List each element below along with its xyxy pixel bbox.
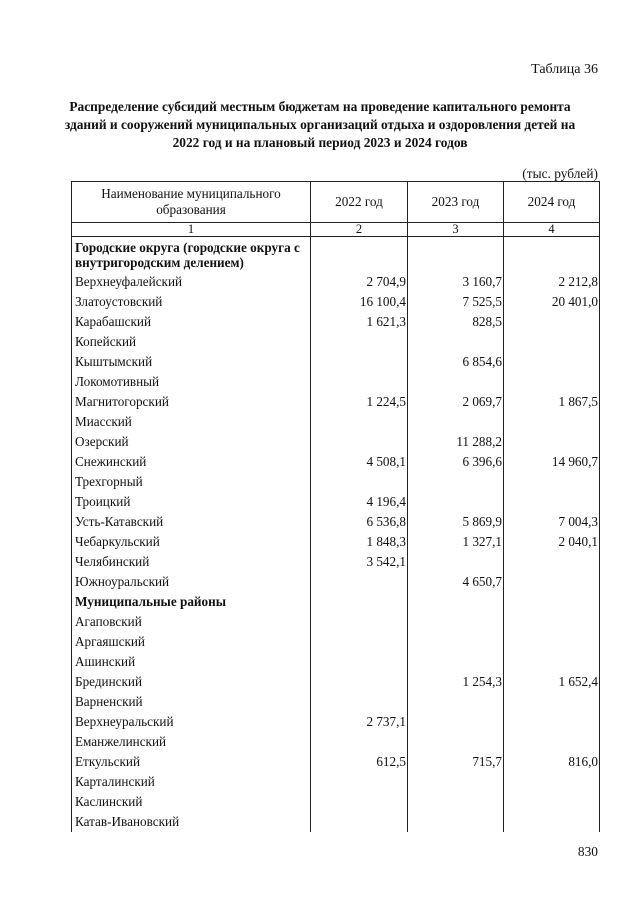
table-row <box>72 512 600 532</box>
table-number: Таблица 36 <box>531 62 598 77</box>
table-row <box>72 732 600 752</box>
value-2024 <box>504 312 600 332</box>
value-2024: 816,0 <box>504 752 600 772</box>
value-2023: 828,5 <box>408 312 504 332</box>
municipality-name: Агаповский <box>72 612 311 632</box>
page-number: 830 <box>577 844 598 859</box>
value-2023 <box>408 612 504 632</box>
value-2023 <box>408 772 504 792</box>
municipality-name: Златоустовский <box>72 292 311 312</box>
value-2024 <box>504 492 600 512</box>
value-2023: 6 396,6 <box>408 452 504 472</box>
municipality-name: Аргаяшский <box>72 632 311 652</box>
value-2023 <box>408 552 504 572</box>
value-2024 <box>504 472 600 492</box>
value-2022 <box>311 792 408 812</box>
column-number: 3 <box>408 223 504 237</box>
value-2022 <box>311 632 408 652</box>
value-2022: 1 224,5 <box>311 392 408 412</box>
value-2024 <box>504 792 600 812</box>
municipality-name: Магнитогорский <box>72 392 311 412</box>
value-2022 <box>311 672 408 692</box>
table-row <box>72 352 600 372</box>
value-2022 <box>311 372 408 392</box>
value-2024 <box>504 412 600 432</box>
column-header-2023: 2023 год <box>408 182 504 223</box>
value-2024 <box>504 692 600 712</box>
value-2022 <box>311 237 408 273</box>
value-2024 <box>504 632 600 652</box>
table-row <box>72 372 600 392</box>
municipality-name: Еткульский <box>72 752 311 772</box>
value-2024: 2 040,1 <box>504 532 600 552</box>
value-2023 <box>408 472 504 492</box>
value-2023: 1 327,1 <box>408 532 504 552</box>
table-row <box>72 332 600 352</box>
value-2023 <box>408 332 504 352</box>
value-2023 <box>408 792 504 812</box>
value-2023 <box>408 812 504 832</box>
subsidy-table <box>71 181 600 832</box>
value-2023 <box>408 692 504 712</box>
value-2024 <box>504 712 600 732</box>
value-2022 <box>311 432 408 452</box>
column-number-row <box>72 223 600 237</box>
value-2022 <box>311 612 408 632</box>
municipality-name: Чебаркульский <box>72 532 311 552</box>
value-2022 <box>311 812 408 832</box>
column-number: 1 <box>72 223 311 237</box>
table-row <box>72 612 600 632</box>
value-2023: 715,7 <box>408 752 504 772</box>
value-2022 <box>311 692 408 712</box>
municipality-name: Снежинский <box>72 452 311 472</box>
value-2022: 3 542,1 <box>311 552 408 572</box>
value-2024 <box>504 432 600 452</box>
value-2023 <box>408 712 504 732</box>
municipality-name: Муниципальные районы <box>72 592 311 612</box>
value-2024: 14 960,7 <box>504 452 600 472</box>
value-2024 <box>504 372 600 392</box>
municipality-name: Еманжелинский <box>72 732 311 752</box>
table-row <box>72 692 600 712</box>
column-header-2024: 2024 год <box>504 182 600 223</box>
value-2024: 1 652,4 <box>504 672 600 692</box>
value-2022: 16 100,4 <box>311 292 408 312</box>
value-2024 <box>504 772 600 792</box>
value-2022 <box>311 572 408 592</box>
table-row <box>72 652 600 672</box>
municipality-name: Брединский <box>72 672 311 692</box>
table-row <box>72 412 600 432</box>
column-header-name: Наименование муниципального образования <box>72 182 311 223</box>
municipality-name: Усть-Катавский <box>72 512 311 532</box>
value-2023: 11 288,2 <box>408 432 504 452</box>
value-2022: 4 196,4 <box>311 492 408 512</box>
value-2022 <box>311 412 408 432</box>
municipality-name: Каслинский <box>72 792 311 812</box>
value-2023 <box>408 372 504 392</box>
value-2024 <box>504 652 600 672</box>
municipality-name: Городские округа (городские округа с внутригородским делением) <box>72 237 311 273</box>
value-2023: 1 254,3 <box>408 672 504 692</box>
table-row <box>72 452 600 472</box>
municipality-name: Карабашский <box>72 312 311 332</box>
column-header-2022: 2022 год <box>311 182 408 223</box>
value-2023 <box>408 412 504 432</box>
value-2024 <box>504 592 600 612</box>
municipality-name: Локомотивный <box>72 372 311 392</box>
table-row <box>72 812 600 832</box>
value-2023 <box>408 632 504 652</box>
value-2024 <box>504 332 600 352</box>
table-row <box>72 492 600 512</box>
value-2024 <box>504 812 600 832</box>
table-row <box>72 572 600 592</box>
municipality-name: Челябинский <box>72 552 311 572</box>
table-row <box>72 432 600 452</box>
value-2022 <box>311 772 408 792</box>
value-2024 <box>504 552 600 572</box>
table-row <box>72 292 600 312</box>
value-2023 <box>408 237 504 273</box>
municipality-name: Трехгорный <box>72 472 311 492</box>
units-note: (тыс. рублей) <box>522 166 598 181</box>
municipality-name: Копейский <box>72 332 311 352</box>
value-2023: 2 069,7 <box>408 392 504 412</box>
table-row <box>72 632 600 652</box>
value-2022 <box>311 652 408 672</box>
table-row <box>72 712 600 732</box>
value-2022: 2 737,1 <box>311 712 408 732</box>
value-2022: 4 508,1 <box>311 452 408 472</box>
value-2023: 5 869,9 <box>408 512 504 532</box>
table-row <box>72 672 600 692</box>
value-2022: 2 704,9 <box>311 272 408 292</box>
value-2023 <box>408 592 504 612</box>
table-row <box>72 752 600 772</box>
value-2024 <box>504 352 600 372</box>
municipality-name: Варненский <box>72 692 311 712</box>
value-2022: 1 621,3 <box>311 312 408 332</box>
municipality-name: Катав-Ивановский <box>72 812 311 832</box>
municipality-name: Верхнеуфалейский <box>72 272 311 292</box>
table-row <box>72 392 600 412</box>
value-2024: 20 401,0 <box>504 292 600 312</box>
municipality-name: Ашинский <box>72 652 311 672</box>
value-2024 <box>504 572 600 592</box>
value-2023 <box>408 652 504 672</box>
table-row <box>72 472 600 492</box>
value-2022 <box>311 592 408 612</box>
section-row <box>72 237 600 273</box>
value-2024: 1 867,5 <box>504 392 600 412</box>
municipality-name: Кыштымский <box>72 352 311 372</box>
table-row <box>72 532 600 552</box>
municipality-name: Озерский <box>72 432 311 452</box>
value-2023: 4 650,7 <box>408 572 504 592</box>
municipality-name: Карталинский <box>72 772 311 792</box>
municipality-name: Верхнеуральский <box>72 712 311 732</box>
value-2024: 2 212,8 <box>504 272 600 292</box>
value-2024 <box>504 612 600 632</box>
column-number: 2 <box>311 223 408 237</box>
column-number: 4 <box>504 223 600 237</box>
table-row <box>72 552 600 572</box>
document-title: Распределение субсидий местным бюджетам на проведение капитального ремонта зданий и сооружений муниципальных организаций отдыха и оздоровления детей на 2022 год и на плановый период 2023 и 2024 годов <box>64 99 576 150</box>
value-2023 <box>408 732 504 752</box>
table-row <box>72 772 600 792</box>
table-row <box>72 312 600 332</box>
value-2022 <box>311 732 408 752</box>
value-2023: 6 854,6 <box>408 352 504 372</box>
value-2022: 6 536,8 <box>311 512 408 532</box>
value-2022 <box>311 472 408 492</box>
municipality-name: Троицкий <box>72 492 311 512</box>
table-header-row <box>72 182 600 223</box>
value-2024 <box>504 237 600 273</box>
municipality-name: Южноуральский <box>72 572 311 592</box>
value-2022 <box>311 332 408 352</box>
value-2023: 7 525,5 <box>408 292 504 312</box>
value-2022 <box>311 352 408 372</box>
value-2022: 612,5 <box>311 752 408 772</box>
section-row <box>72 592 600 612</box>
value-2023 <box>408 492 504 512</box>
value-2024: 7 004,3 <box>504 512 600 532</box>
value-2023: 3 160,7 <box>408 272 504 292</box>
table-row <box>72 272 600 292</box>
municipality-name: Миасский <box>72 412 311 432</box>
value-2024 <box>504 732 600 752</box>
value-2022: 1 848,3 <box>311 532 408 552</box>
table-row <box>72 792 600 812</box>
